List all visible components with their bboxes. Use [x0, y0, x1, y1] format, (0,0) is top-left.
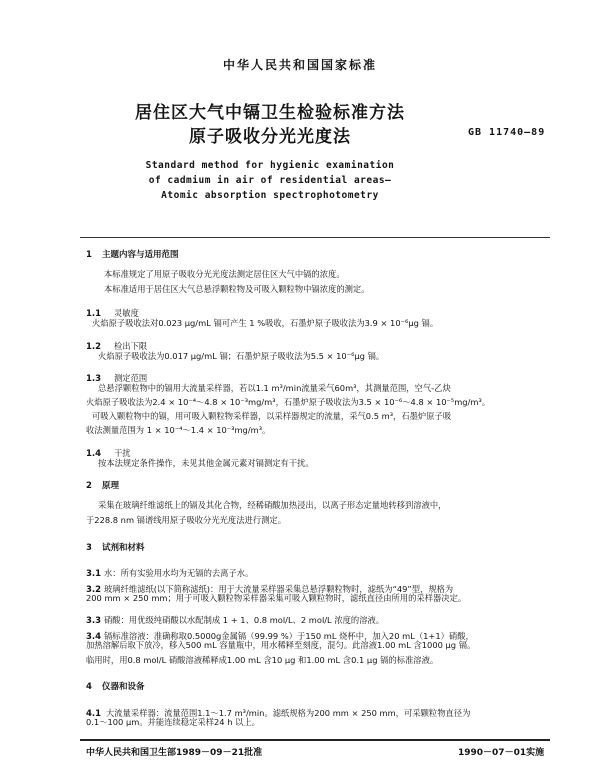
section-1-number: 1: [86, 250, 92, 260]
subsection-3-2-line-1: 玻璃纤维滤纸(以下简称滤纸)：用于大流量采样器采集总悬浮颗粒物时，滤纸为“49”型，规格为: [104, 584, 454, 594]
section-3-title: 试剂和材料: [102, 543, 145, 553]
section-4-title: 仪器和设备: [102, 682, 145, 692]
subsection-3-4-line-2: 加热溶解后取下放冷，移入500 mL 容量瓶中，用水稀释至刻度，混匀。此溶液1.00 mL 含1000 μg 镉。: [86, 640, 476, 650]
subsection-1-2-number: 1.2: [86, 342, 102, 352]
subsection-1-3-line-1: 总悬浮颗粒物中的镉用大流量采样器，若以1.1 m³/min流量采气60m³，其测量范围，空气-乙炔: [98, 383, 451, 393]
subsection-1-3-line-2: 火焰原子吸收法为2.4 × 10⁻⁴～4.8 × 10⁻³mg/m³，石墨炉原子吸收法为3.5 × 10⁻⁶～4.8 × 10⁻⁵mg/m³。: [86, 397, 491, 407]
standard-code: GB 11740—89: [468, 127, 546, 138]
section-2-title: 原理: [102, 481, 120, 491]
subsection-3-4-line-3: 临用时，用0.8 mol/L 硝酸溶液稀释成1.00 mL 含10 μg 和1.00 mL 含0.1 μg 镉的标准溶液。: [86, 655, 439, 665]
subsection-1-4-text: 按本法规定条件操作，未见其他金属元素对镉测定有干扰。: [98, 458, 314, 468]
document-title-line2: 原子吸收分光光度法: [189, 127, 351, 147]
section-1-para-2: 本标准适用于居住区大气总悬浮颗粒物及可吸入颗粒物中镉浓度的测定。: [104, 284, 370, 294]
subsection-1-4-title: 干扰: [114, 448, 131, 458]
subsection-3-2-number: 3.2: [86, 585, 102, 595]
subsection-1-3-title: 测定范围: [114, 373, 148, 383]
section-2-number: 2: [86, 481, 92, 491]
subsection-1-1-title: 灵敏度: [114, 308, 139, 318]
approval-line: 中华人民共和国卫生部1989－09－21批准: [86, 748, 263, 758]
section-4-number: 4: [86, 682, 92, 692]
subsection-1-2-title: 检出下限: [114, 341, 148, 351]
subsection-3-3-text: 硝酸：用优级纯硝酸以水配制成 1 + 1、0.8 mol/L、2 mol/L 浓度的溶液。: [104, 615, 385, 625]
section-3-number: 3: [86, 543, 92, 553]
subsection-3-3-number: 3.3: [86, 616, 102, 626]
section-2-line-2: 于228.8 nm 镉谱线用原子吸收分光光度法进行测定。: [86, 515, 287, 525]
english-title-line3: Atomic absorption spectrophotometry: [161, 190, 379, 201]
section-1-heading: [86, 248, 179, 260]
subsection-4-1-number: 4.1: [86, 709, 102, 719]
document-title-line1: 居住区大气中镉卫生检验标准方法: [135, 103, 405, 123]
subsection-1-4-number: 1.4: [86, 449, 102, 459]
effective-date: 1990－07－01实施: [458, 748, 545, 758]
subsection-3-4-line-1: 镉标准溶液：准确称取0.5000g金属镉（99.99 %）于150 mL 烧杯中，加入20 mL（1+1）硝酸，: [104, 631, 474, 641]
section-2-heading: [86, 479, 119, 491]
section-3-heading: [86, 541, 145, 553]
subsection-1-2-text: 火焰原子吸收法为0.017 μg/mL 镉；石墨炉原子吸收法为5.5 × 10⁻⁶μg 镉。: [98, 351, 385, 361]
section-1-para-1: 本标准规定了用原子吸收分光光度法测定居住区大气中镉的浓度。: [104, 269, 345, 279]
subsection-1-1-number: 1.1: [86, 309, 102, 319]
english-title-line1: Standard method for hygienic examination: [145, 160, 395, 171]
subsection-3-1-number: 3.1: [86, 569, 102, 579]
english-title-line2: of cadmium in air of residential areas—: [148, 175, 392, 186]
subsection-1-3-number: 1.3: [86, 374, 102, 384]
subsection-3-2-line-2: 200 mm × 250 mm；用于可吸入颗粒物采样器采集可吸入颗粒物时，滤纸直径由所用的采样器决定。: [86, 593, 467, 603]
section-1-title: 主题内容与适用范围: [102, 250, 179, 260]
national-standard-heading: 中华人民共和国国家标准: [222, 58, 377, 72]
section-4-heading: [86, 680, 145, 692]
subsection-3-1-text: 水：所有实验用水均为无镉的去离子水。: [104, 568, 254, 578]
footer-divider: [80, 739, 550, 741]
subsection-3-4-number: 3.4: [86, 632, 102, 642]
subsection-1-3-line-4: 收法测量范围为 1 × 10⁻⁴～1.4 × 10⁻³mg/m³。: [86, 425, 271, 435]
header-divider: [80, 237, 550, 238]
subsection-4-1-line-2: 0.1～100 μm。并能连续稳定采样24 h 以上。: [86, 717, 260, 727]
subsection-1-1-text: 火焰原子吸收法对0.023 μg/mL 镉可产生 1 %吸收，石墨炉原子吸收法为3.9 × 10⁻⁶μg 镉。: [92, 318, 439, 328]
subsection-4-1-line-1: 大流量采样器：流量范围1.1～1.7 m³/min。滤纸规格为200 mm × 250 mm，可采颗粒物直径为: [106, 708, 471, 718]
section-2-line-1: 采集在玻璃纤维滤纸上的镉及其化合物，经稀硝酸加热浸出，以离子形态定量地转移到溶液中，: [98, 500, 447, 510]
subsection-1-3-line-3: 可吸入颗粒物中的镉，用可吸入颗粒物采样器，以采样器规定的流量，采气0.5 m³，石墨炉原子吸: [92, 411, 452, 421]
